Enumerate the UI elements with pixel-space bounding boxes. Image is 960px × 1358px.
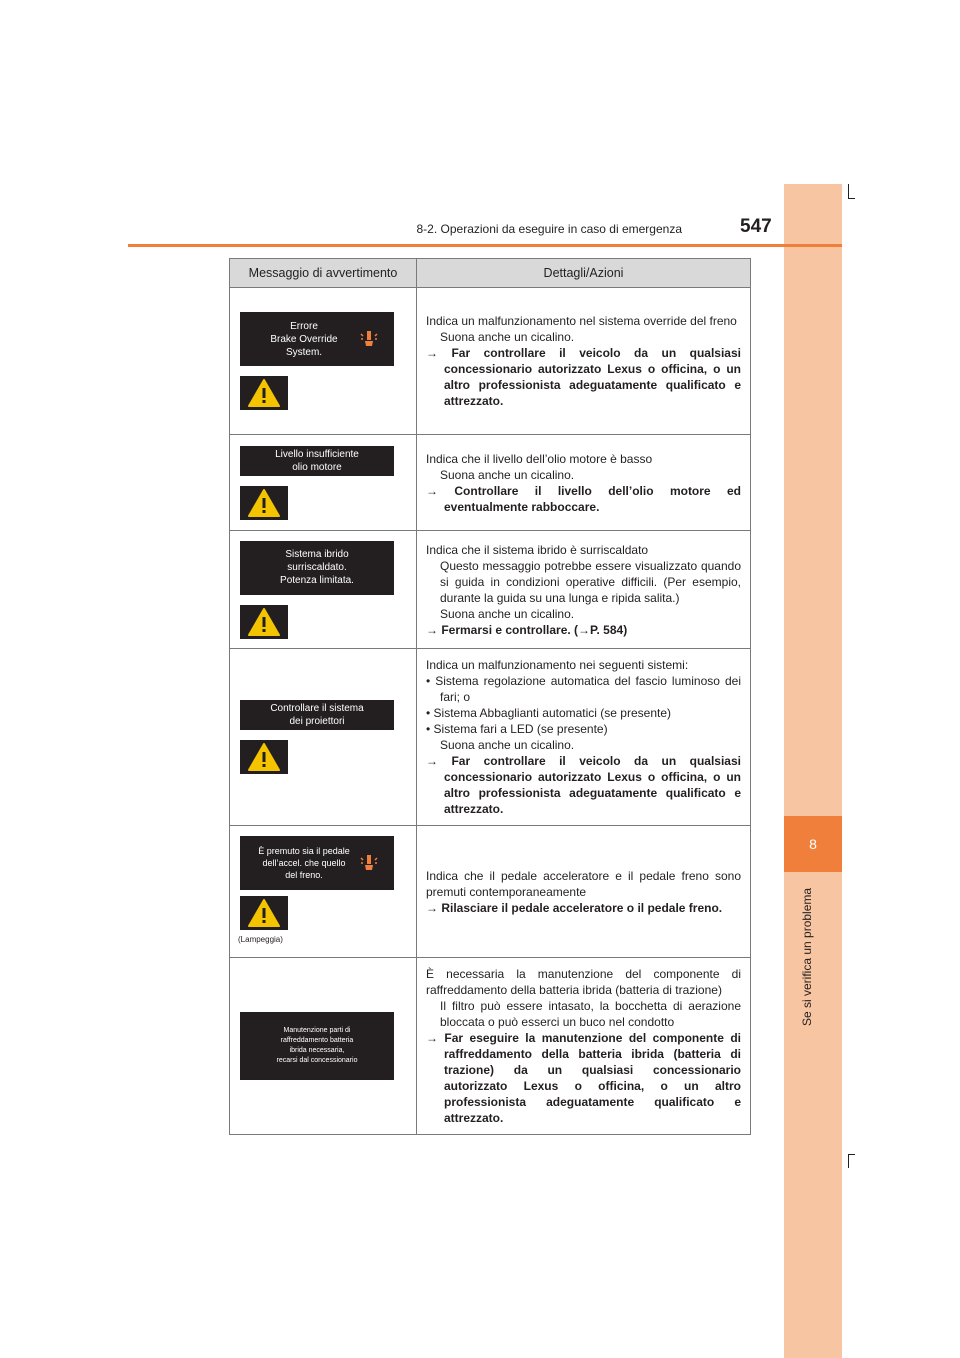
brake-pedal-warning-icon bbox=[358, 852, 380, 874]
message-cell bbox=[230, 435, 417, 531]
detail-line: Questo messaggio potrebbe essere visualizzato quando si guida in condizioni operative difficili. (Per esempio, durante la guida su una lunga e ripida salita.) bbox=[440, 558, 741, 605]
action-line: → Controllare il livello dell’olio motore ed eventualmente rabboccare. bbox=[426, 483, 741, 514]
warning-message-text: Errore Brake Override System. bbox=[270, 320, 338, 358]
brake-pedal-warning-icon bbox=[358, 328, 380, 350]
warning-triangle-icon bbox=[247, 607, 281, 637]
detail-line: È necessaria la manutenzione del componente di raffreddamento della batteria ibrida (batteria di trazione) bbox=[426, 967, 741, 997]
bullet-item: • Sistema fari a LED (se presente) bbox=[426, 722, 608, 736]
warning-message-text: Manutenzione parti di raffreddamento batteria ibrida necessaria, recarsi dal concessionario bbox=[276, 1027, 358, 1064]
warning-triangle-icon bbox=[247, 488, 281, 518]
header-rule bbox=[128, 244, 784, 247]
details-cell bbox=[417, 826, 751, 958]
warning-triangle-light bbox=[240, 605, 288, 639]
warning-message-display bbox=[240, 836, 394, 890]
warning-message-display bbox=[240, 700, 394, 730]
detail-line: Suona anche un cicalino. bbox=[440, 738, 575, 752]
page-number: 547 bbox=[740, 216, 772, 237]
detail-line: Suona anche un cicalino. bbox=[440, 330, 575, 344]
warning-message-display bbox=[240, 541, 394, 595]
details-cell bbox=[417, 435, 751, 531]
action-line: → Far controllare il veicolo da un qualsiasi concessionario autorizzato Lexus o officina, o un altro professionista adeguatamente qualificato e attrezzato. bbox=[426, 754, 741, 816]
table-row bbox=[230, 958, 751, 1135]
bullet-item: • Sistema regolazione automatica del fascio luminoso dei fari; o bbox=[426, 674, 741, 704]
message-cell bbox=[230, 958, 417, 1135]
warning-message-display bbox=[240, 312, 394, 366]
chapter-label: Se si verifica un problema bbox=[800, 887, 814, 1026]
table-header-row bbox=[230, 259, 751, 288]
section-title: 8-2. Operazioni da eseguire in caso di emergenza bbox=[416, 222, 682, 236]
bullet-item: • Sistema Abbaglianti automatici (se presente) bbox=[426, 706, 671, 720]
details-cell bbox=[417, 649, 751, 826]
message-cell bbox=[230, 531, 417, 649]
column-header-details: Dettagli/Azioni bbox=[417, 259, 751, 288]
detail-line: Indica un malfunzionamento nel sistema override del freno bbox=[426, 314, 737, 328]
table-row bbox=[230, 531, 751, 649]
warning-triangle-icon bbox=[247, 742, 281, 772]
warning-message-text: Controllare il sistema dei proiettori bbox=[270, 703, 364, 727]
action-line: → Rilasciare il pedale acceleratore o il pedale freno. bbox=[426, 900, 723, 915]
warning-triangle-light bbox=[240, 740, 288, 774]
side-tab bbox=[784, 184, 842, 1358]
table-row bbox=[230, 435, 751, 531]
detail-line: Indica un malfunzionamento nei seguenti sistemi: bbox=[426, 658, 689, 672]
chapter-number: 8 bbox=[784, 816, 842, 872]
crop-mark bbox=[848, 1154, 849, 1168]
detail-line: Indica che il livello dell’olio motore è basso bbox=[426, 451, 653, 466]
table-row bbox=[230, 288, 751, 435]
message-cell bbox=[230, 288, 417, 435]
header-rule-tab bbox=[784, 244, 842, 247]
blinking-caption: (Lampeggia) bbox=[238, 934, 283, 944]
detail-line: Indica che il pedale acceleratore e il pedale freno sono premuti contemporaneamente bbox=[426, 868, 741, 899]
crop-mark bbox=[848, 1154, 855, 1155]
action-line: → Far eseguire la manutenzione del componente di raffreddamento della batteria ibrida (batteria di trazione) da un qualsiasi concessionario autorizzato Lexus o officina, o un altro professionista adeguatamente qualificato e attrezzato. bbox=[426, 1031, 741, 1125]
message-cell bbox=[230, 649, 417, 826]
table-row bbox=[230, 826, 751, 958]
details-cell bbox=[417, 288, 751, 435]
message-cell bbox=[230, 826, 417, 958]
detail-line: Suona anche un cicalino. bbox=[440, 467, 575, 482]
detail-line: Suona anche un cicalino. bbox=[440, 606, 575, 621]
warning-message-display bbox=[240, 446, 394, 476]
crop-mark bbox=[848, 198, 855, 199]
warning-table bbox=[229, 258, 751, 1135]
action-line: → Far controllare il veicolo da un qualsiasi concessionario autorizzato Lexus o officina, o un altro professionista adeguatamente qualificato e attrezzato. bbox=[426, 346, 741, 408]
action-line: → Fermarsi e controllare. (→P. 584) bbox=[426, 622, 628, 637]
warning-message-text: Livello insufficiente olio motore bbox=[275, 448, 359, 473]
warning-message-text: È premuto sia il pedale dell’accel. che quello del freno. bbox=[258, 845, 350, 880]
warning-triangle-icon bbox=[247, 378, 281, 408]
warning-triangle-icon bbox=[247, 898, 281, 928]
warning-triangle-light bbox=[240, 896, 288, 930]
table-row bbox=[230, 649, 751, 826]
details-cell bbox=[417, 958, 751, 1135]
warning-triangle-light bbox=[240, 376, 288, 410]
warning-triangle-light bbox=[240, 486, 288, 520]
details-cell bbox=[417, 531, 751, 649]
detail-line: Indica che il sistema ibrido è surriscaldato bbox=[426, 542, 649, 557]
warning-message-display bbox=[240, 1012, 394, 1080]
warning-message-text: Sistema ibrido surriscaldato. Potenza limitata. bbox=[280, 549, 354, 586]
column-header-message: Messaggio di avvertimento bbox=[230, 259, 417, 288]
crop-mark bbox=[848, 184, 849, 198]
detail-line: Il filtro può essere intasato, la bocchetta di aerazione bloccata o può esserci un buco nel condotto bbox=[440, 999, 741, 1029]
